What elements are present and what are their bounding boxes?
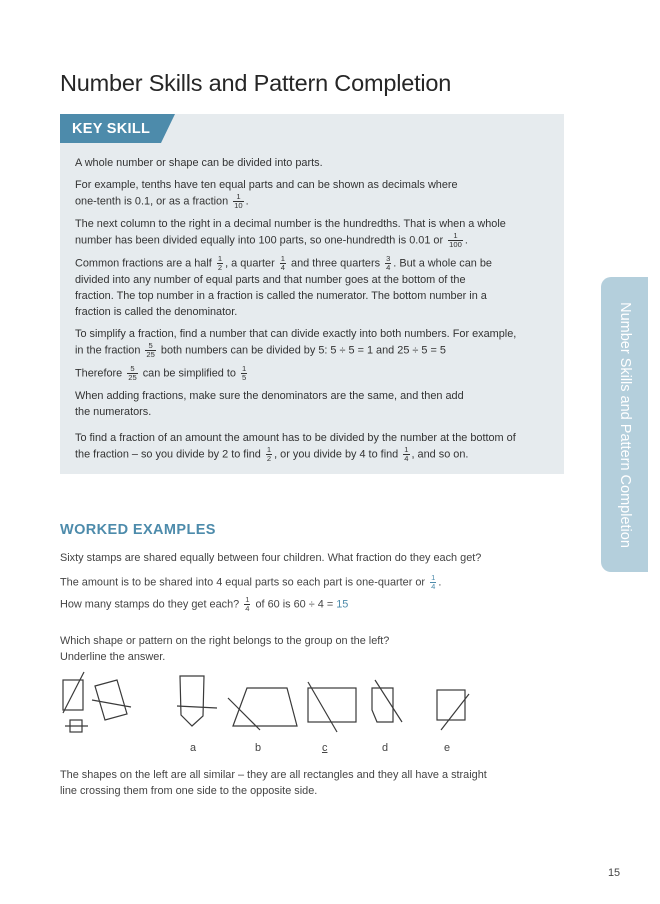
key-skill-paragraph: Common fractions are a half $\frac{1}{2}$ , a quarter $\frac{1}{4}$ and three quarters $\frac{3}{4}$ . But a whole can be divided into any number of equal parts and that number goes at the bottom of the fraction. The top number in a fraction is called the numerator. The bottom number in a fraction is called the denominator.: [75, 254, 492, 318]
option-shape-d: [372, 680, 402, 722]
fraction: $\frac{1}{4}$: [280, 254, 285, 272]
key-skill-paragraph: A whole number or shape can be divided into parts.: [75, 157, 323, 169]
fraction: $\frac{1}{5}$: [242, 364, 247, 382]
key-skill-content: [75, 155, 553, 469]
key-skill-paragraph: To simplify a fraction, find a number that can divide exactly into both numbers. For example, in the fraction $\frac{5}{25}$ both numbers can be divided by 5: 5 ÷ 5 = 1 and 25 ÷ 5 = 5: [75, 328, 517, 359]
page-number: 15: [608, 867, 621, 879]
page-title: Number Skills and Pattern Completion: [60, 70, 452, 96]
option-label-d: d: [382, 742, 389, 754]
option-shape-a: [177, 676, 217, 726]
example-shape-3: [92, 680, 131, 720]
worked-question-2: How many stamps do they get each? $\frac{1}{4}$ of 60 is 60 ÷ 4 = 15: [60, 595, 349, 613]
option-label-a: a: [190, 742, 197, 754]
chapter-side-tab: [601, 277, 648, 572]
pattern-shapes: [55, 670, 475, 740]
fraction: $\frac{1}{4}$: [404, 445, 409, 463]
fraction: $\frac{1}{100}$: [449, 231, 462, 249]
key-skill-paragraph: For example, tenths have ten equal parts and can be shown as decimals where one-tenth is 0.1, or as a fraction $\frac{1}{10}$ .: [75, 179, 458, 210]
fraction: $\frac{1}{4}$: [245, 595, 250, 613]
pattern-explanation: The shapes on the left are all similar – they are all rectangles and they all have a straight line crossing them from one side to the opposite side.: [60, 769, 487, 797]
example-shape-2: [65, 720, 88, 732]
fraction: $\frac{5}{25}$: [146, 341, 155, 359]
worked-examples-heading: WORKED EXAMPLES: [60, 522, 216, 538]
chapter-side-tab-label: Number Skills and Pattern Completion: [616, 301, 633, 548]
option-label-c: c: [322, 742, 328, 754]
option-shape-e: [437, 690, 469, 730]
option-label-e: e: [444, 742, 451, 754]
option-shape-c: [308, 682, 356, 732]
key-skill-box: [60, 114, 564, 474]
example-shape-1: [63, 672, 84, 713]
key-skill-paragraph: To find a fraction of an amount the amount has to be divided by the number at the bottom of the fraction – so you divide by 2 to find $\frac{1}{2}$ , or you divide by 4 to find $\frac{1}{4}$ , and so on.: [75, 432, 516, 463]
worked-answer-1: The amount is to be shared into 4 equal parts so each part is one-quarter or $\frac{1}{4}$ .: [60, 573, 442, 591]
fraction: $\frac{1}{4}$: [431, 573, 436, 591]
worked-question-1: Sixty stamps are shared equally between four children. What fraction do they each get?: [60, 552, 482, 564]
key-skill-paragraph: The next column to the right in a decimal number is the hundredths. That is when a whole number has been divided equally into 100 parts, so one-hundredth is 0.01 or $\frac{1}{100}$ .: [75, 218, 506, 249]
pattern-question: Which shape or pattern on the right belongs to the group on the left? Underline the answer.: [60, 635, 390, 663]
fraction: $\frac{1}{2}$: [266, 445, 272, 463]
option-label-b: b: [255, 742, 262, 754]
key-skill-label: KEY SKILL: [60, 114, 161, 143]
fraction: $\frac{1}{2}$: [217, 254, 223, 272]
fraction: $\frac{3}{4}$: [386, 254, 391, 272]
fraction: $\frac{1}{10}$: [234, 192, 243, 210]
worked-answer-2: 15: [336, 598, 349, 611]
option-shape-b: [228, 688, 297, 730]
fraction: $\frac{5}{25}$: [128, 364, 137, 382]
key-skill-paragraph: When adding fractions, make sure the denominators are the same, and then add the numerators.: [75, 390, 464, 418]
key-skill-paragraph: Therefore $\frac{5}{25}$ can be simplified to $\frac{1}{5}$: [75, 364, 247, 382]
